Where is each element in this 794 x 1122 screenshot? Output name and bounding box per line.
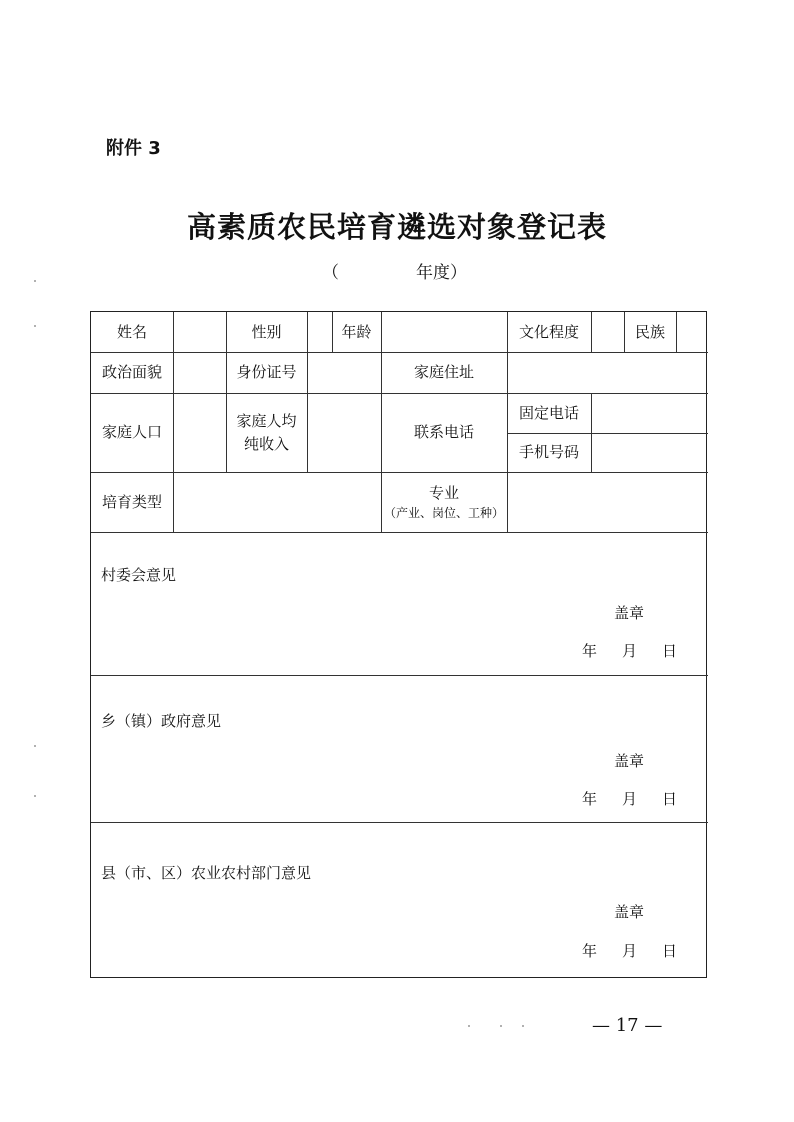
table-rule <box>591 312 592 352</box>
village-committee-opinion-title: 村委会意见 <box>101 566 177 584</box>
table-rule <box>676 312 677 352</box>
scan-dot <box>34 280 36 282</box>
county-date-day: 日 <box>662 942 678 960</box>
label-landline: 固定电话 <box>518 403 579 422</box>
page-number: — 17 — <box>592 1015 663 1036</box>
county-date-year: 年 <box>582 942 598 960</box>
township-date-year: 年 <box>582 790 598 808</box>
table-rule <box>173 352 174 393</box>
county-date-month: 月 <box>622 942 638 960</box>
scan-dot <box>34 745 36 747</box>
label-major <box>381 472 507 532</box>
label-ethnicity: 民族 <box>634 322 665 341</box>
label-major-line2: （产业、岗位、工种） <box>383 506 504 521</box>
label-political-status: 政治面貌 <box>101 363 162 382</box>
label-gender: 性别 <box>251 322 282 341</box>
table-rule <box>507 472 508 532</box>
table-rule <box>381 312 382 352</box>
table-rule <box>507 352 508 393</box>
label-income-line1: 家庭人均 <box>236 412 297 430</box>
table-rule <box>307 393 308 472</box>
county-agriculture-opinion-title: 县（市、区）农业农村部门意见 <box>101 864 312 882</box>
label-household-income <box>226 393 307 472</box>
year-label: 年度） <box>416 263 467 283</box>
label-age: 年龄 <box>341 322 372 341</box>
village-date-month: 月 <box>622 642 638 660</box>
table-rule <box>91 532 708 533</box>
year-paren-open: （ <box>322 263 339 283</box>
table-rule <box>173 393 174 472</box>
township-opinion-title: 乡（镇）政府意见 <box>101 712 222 730</box>
label-mobile: 手机号码 <box>518 443 579 462</box>
township-date-day: 日 <box>662 790 678 808</box>
label-id-number: 身份证号 <box>236 363 297 382</box>
table-rule <box>91 822 708 823</box>
table-rule <box>173 472 174 532</box>
township-seal-label: 盖章 <box>614 752 645 770</box>
scan-dot <box>34 325 36 327</box>
table-rule <box>173 312 174 352</box>
scan-dot <box>500 1025 502 1027</box>
township-date-month: 月 <box>622 790 638 808</box>
scan-dot <box>522 1025 524 1027</box>
label-training-type: 培育类型 <box>101 492 162 511</box>
village-seal-label: 盖章 <box>614 604 645 622</box>
table-rule <box>307 312 308 352</box>
table-rule <box>91 675 708 676</box>
scan-dot <box>34 795 36 797</box>
attachment-label: 附件 3 <box>106 138 161 159</box>
label-name: 姓名 <box>116 322 147 341</box>
table-rule <box>591 393 592 472</box>
label-household-size: 家庭人口 <box>101 423 162 442</box>
village-date-day: 日 <box>662 642 678 660</box>
label-contact-phone: 联系电话 <box>413 423 474 442</box>
scan-dot <box>468 1025 470 1027</box>
village-date-year: 年 <box>582 642 598 660</box>
form-title: 高素质农民培育遴选对象登记表 <box>186 210 607 244</box>
label-income-line2: 纯收入 <box>243 434 289 453</box>
label-home-address: 家庭住址 <box>413 363 474 382</box>
registration-form-table <box>90 311 707 978</box>
label-education: 文化程度 <box>518 322 579 341</box>
county-seal-label: 盖章 <box>614 903 645 921</box>
label-major-line1: 专业 <box>428 483 459 502</box>
table-rule <box>307 352 308 393</box>
